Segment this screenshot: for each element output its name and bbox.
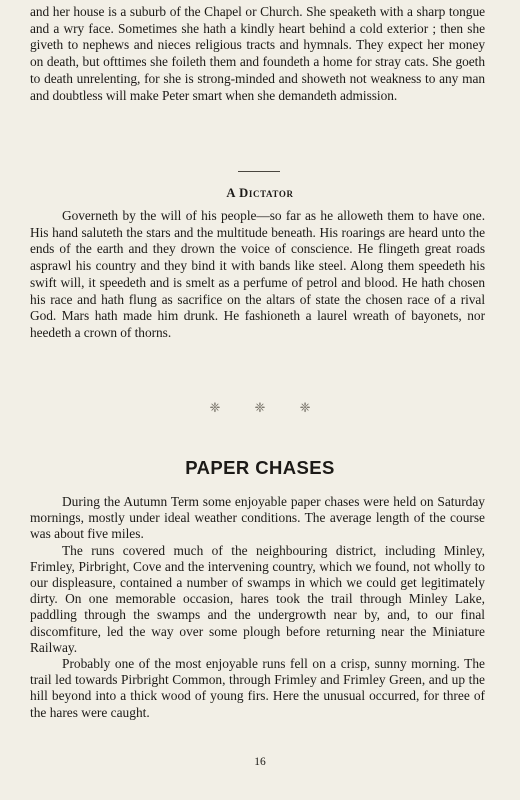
dictator-paragraph: Governeth by the will of his people—so far as he alloweth them to have one. His hand saluteth the stars and the multitude beneath. His roarings are heard unto the ends of the earth and they drown the voice of conscience. He flingeth great roads asprawl his country and they bind it with bands like steel. Along them speedeth his swift will, it speedeth and is smelt as a perfume of petrol and blood. He hath chosen his race and hath flung as sacrifice on the altars of state the chosen race of a rival God. Mars hath made him drunk. He fashioneth a laurel wreath of bayonets, nor heedeth a crown of thorns. <box>30 208 485 340</box>
paper-chases-paragraph-1: During the Autumn Term some enjoyable paper chases were held on Saturday mornings, mostly under ideal weather conditions. The average length of the course was about five miles. <box>30 494 485 542</box>
ornament-icon: ❈ <box>254 401 266 416</box>
paper-chases-paragraph-2: The runs covered much of the neighbouring district, including Minley, Frimley, Pirbright, Cove and the intervening country, which we found, not wholly to our displeasure, contained a number of swamps in which we could get legitimately dirty. On one memorable occasion, hares took the trail through Minley Lake, paddling through the swamps and the undergrowth near by, and, to our final discomfiture, led the way over some plough before returning near the Miniature Railway. <box>30 542 485 655</box>
paper-chases-paragraph-3: Probably one of the most enjoyable runs fell on a crisp, sunny morning. The trail led towards Pirbright Common, through Frimley and Frimley Green, and up the hill beyond into a thick wood of young firs. Here the unusual occurred, for three of the hares were caught. <box>30 656 485 720</box>
paper-chases-heading: PAPER CHASES <box>185 457 335 478</box>
section-divider-rule <box>238 171 280 172</box>
page-number: 16 <box>254 756 266 768</box>
paper-chases-article <box>30 494 485 721</box>
ornament-row <box>0 401 520 416</box>
previous-section-paragraph: and her house is a suburb of the Chapel or Church. She speaketh with a sharp tongue and a wry face. Sometimes she hath a kindly heart behind a cold exterior ; then she giveth to nephews and nieces religious tracts and hymnals. They expect her money on death, but ofttimes she foileth them and foundeth a home for stray cats. She goeth to death unrelenting, for she is strong-minded and showeth not weakness to any man and doubtless will make Peter smart when she demandeth admission. <box>30 4 485 103</box>
ornament-icon: ❈ <box>209 401 221 416</box>
dictator-title: A Dictator <box>226 186 294 200</box>
ornament-icon: ❈ <box>299 401 311 416</box>
